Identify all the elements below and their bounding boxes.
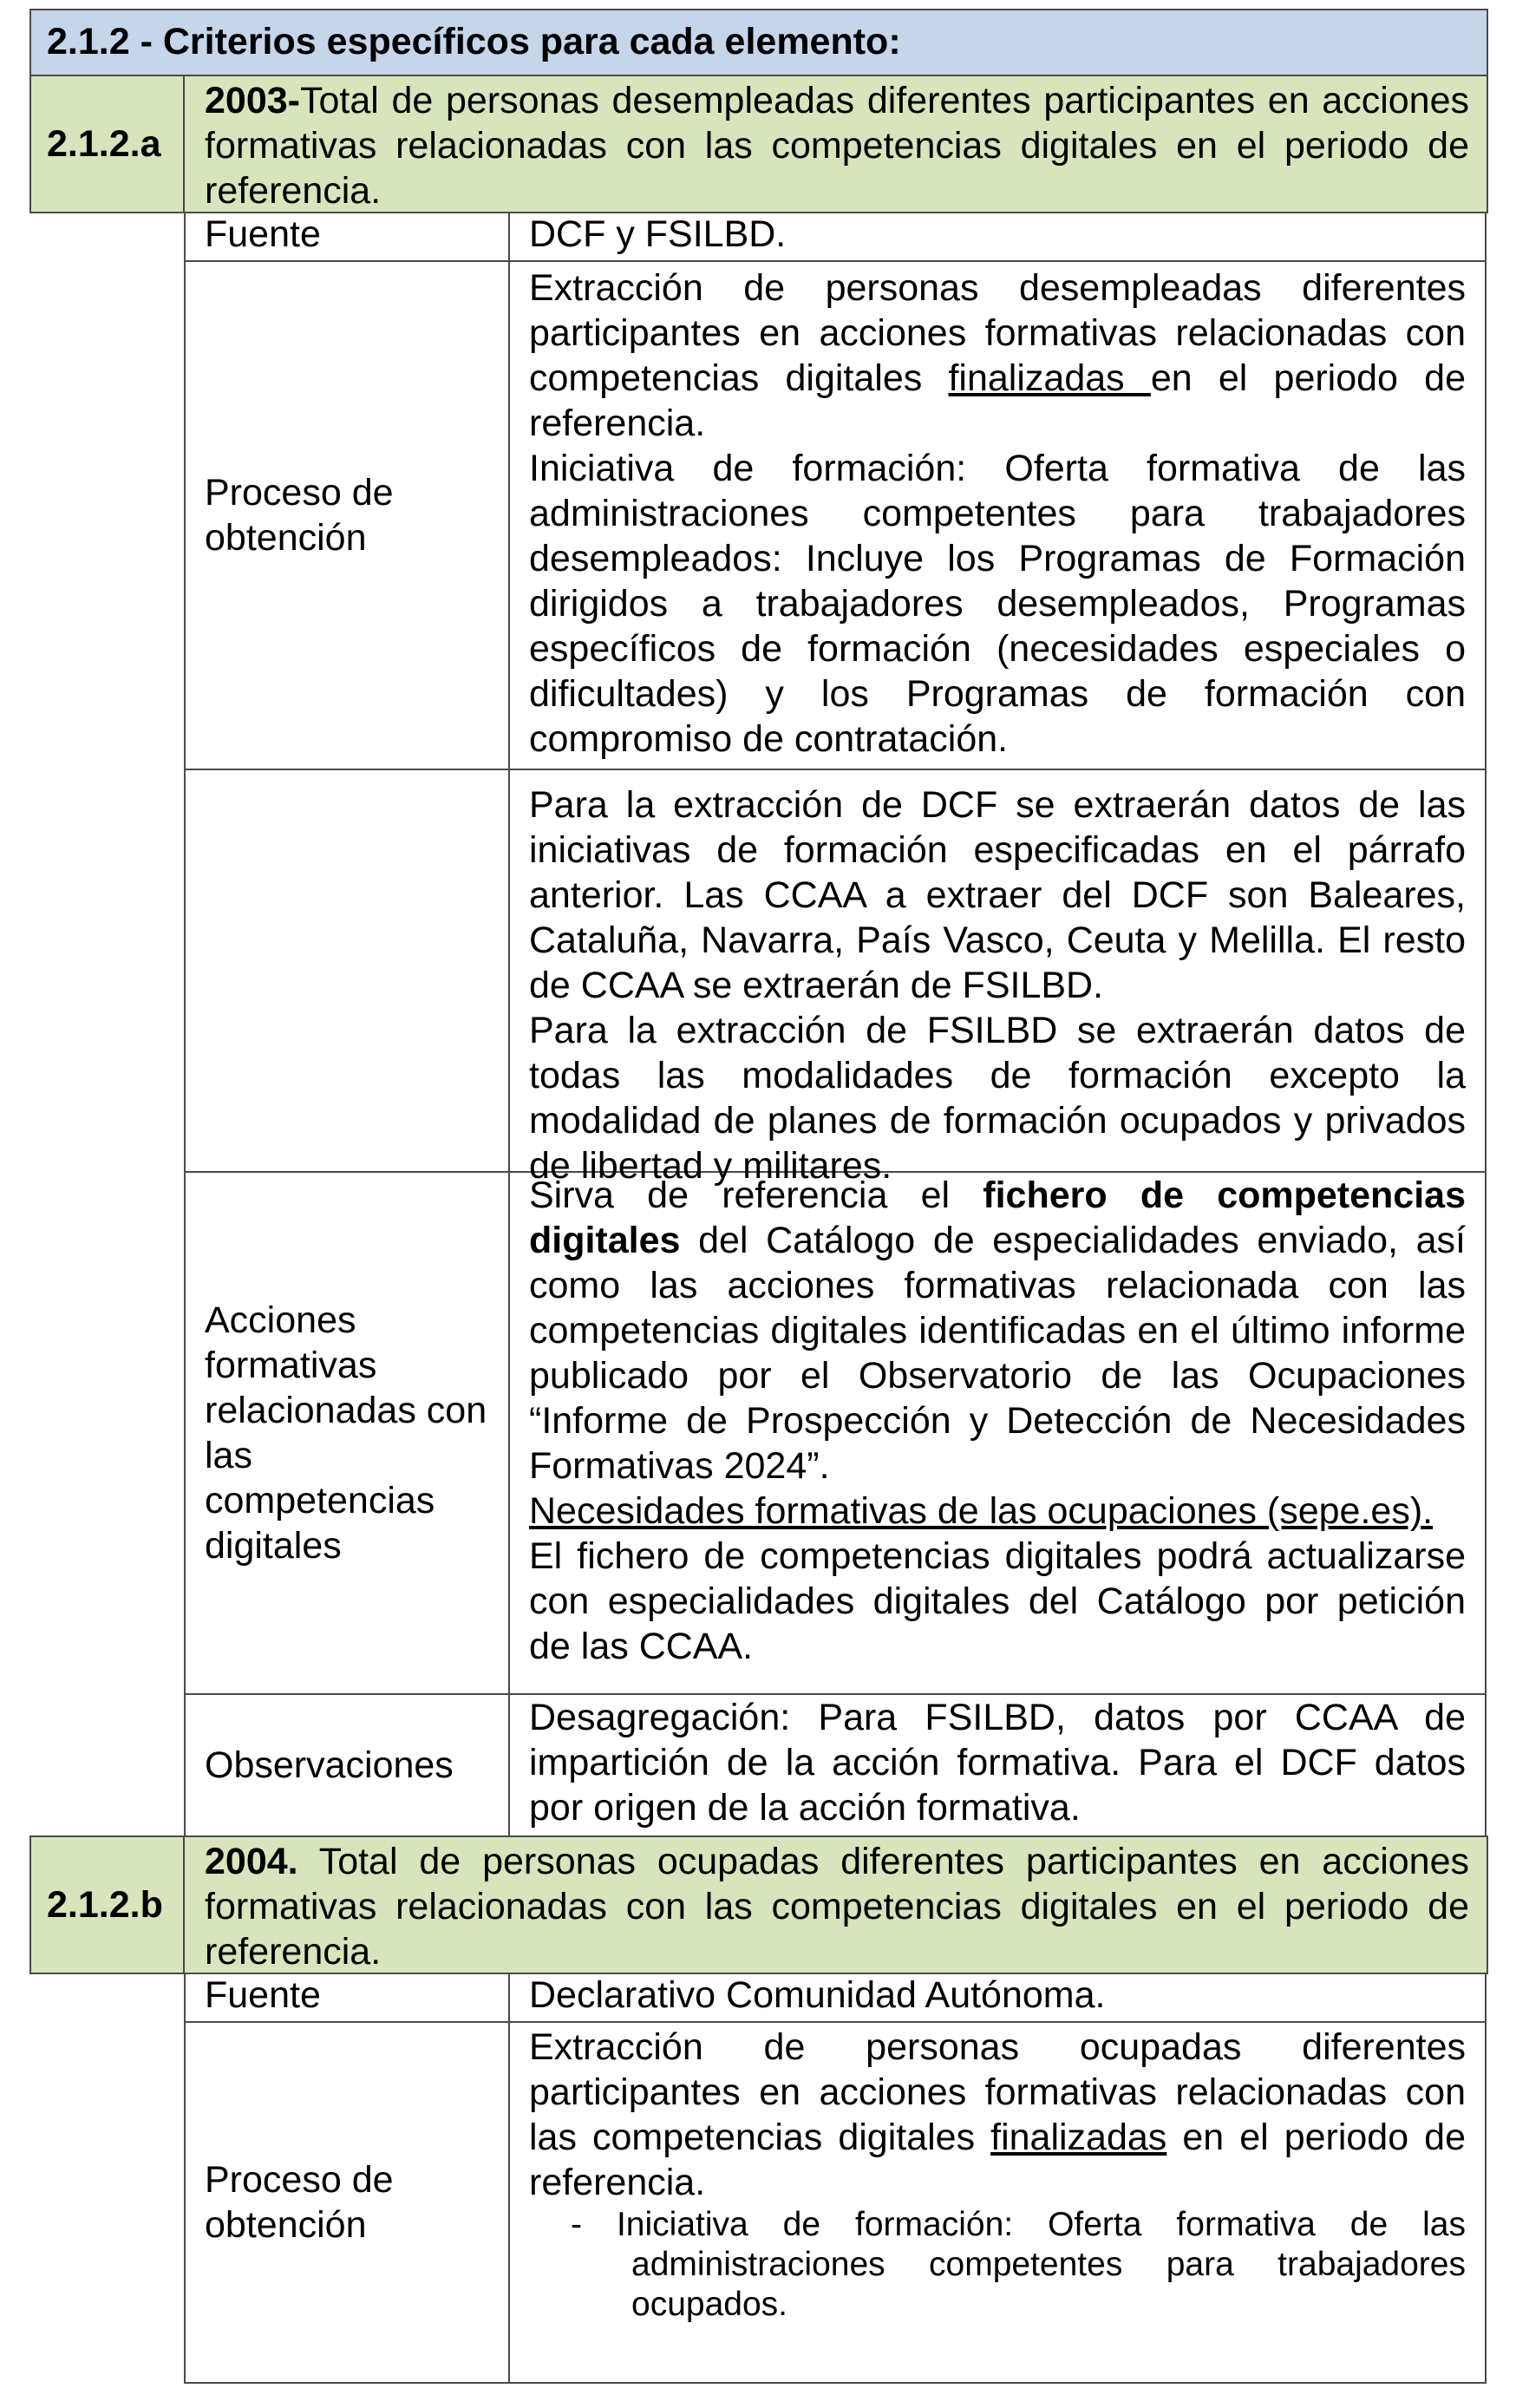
indicator-b-proceso-row <box>184 2023 1487 2384</box>
indicator-b-proceso-p1-underlined: finalizadas <box>990 2117 1167 2158</box>
indicator-a-fuente-label: Fuente <box>186 212 510 260</box>
indicator-b-title-text: Total de personas ocupadas diferentes participantes en acciones formativas relacionadas con las competencias digitales en el periodo de referencia. <box>205 1841 1469 1973</box>
indicator-a-extraccion-p1: Para la extracción de DCF se extraerán datos de las iniciativas de formación especificadas en el párrafo anterior. Las CCAA a extraer del DCF son Baleares, Cataluña, Navarra, País Vasco, Ceuta y Melilla. El resto de CCAA se extraerán de FSILBD. <box>529 784 1466 1006</box>
section-title: 2.1.2 - Criterios específicos para cada elemento: <box>47 21 901 62</box>
indicator-a-header <box>29 75 1488 213</box>
indicator-a-acciones-p1-bold: fichero de competencias digitales <box>529 1175 1466 1261</box>
indicator-a-code: 2.1.2.a <box>31 76 185 212</box>
indicator-b-fuente-row <box>184 1973 1487 2023</box>
indicator-a-observaciones-row <box>184 1695 1487 1837</box>
indicator-a-proceso-row <box>184 262 1487 770</box>
indicator-b-title <box>205 1839 1469 1974</box>
indicator-b-code: 2.1.2.b <box>31 1837 185 1973</box>
indicator-a-fuente-value: DCF y FSILBD. <box>529 213 787 255</box>
indicator-a-extraccion-value <box>529 782 1466 1188</box>
indicator-b-list-item: - Iniciativa de formación: Oferta formativa de las administraciones competentes para trabajadores ocupados. <box>571 2206 1466 2323</box>
indicator-a-proceso-p1-text: Extracción de personas desempleadas diferentes participantes en acciones formativas relacionadas con competencias digitales <box>529 267 1466 399</box>
indicator-b-fuente-value: Declarativo Comunidad Autónoma. <box>529 1974 1106 2016</box>
indicator-a-acciones-row <box>184 1173 1487 1695</box>
indicator-a-fuente-row <box>184 212 1487 262</box>
indicator-a-acciones-link[interactable]: Necesidades formativas de las ocupaciones (sepe.es). <box>529 1490 1434 1532</box>
indicator-a-acciones-p1-text: Sirva de referencia el <box>529 1175 983 1216</box>
indicator-a-extraccion-row <box>184 770 1487 1187</box>
section-header <box>29 9 1488 76</box>
indicator-a-acciones-label: Acciones formativas relacionadas con las competencias digitales <box>186 1173 510 1693</box>
indicator-a-acciones-value <box>529 1173 1466 1669</box>
indicator-a-proceso-p2: Iniciativa de formación: Oferta formativa de las administraciones competentes para trabajadores desempleados: Incluye los Programas de Formación dirigidos a trabajadores desempleados, Programas específicos de formación (necesidades especiales o dificultades) y los Programas de formación con compromiso de contratación. <box>529 448 1466 760</box>
indicator-a-proceso-p1-end: en el periodo de referencia. <box>529 357 1466 444</box>
indicator-a-observaciones-value: Desagregación: Para FSILBD, datos por CCAA de impartición de la acción formativa. Para el DCF datos por origen de la acción formativa. <box>529 1697 1466 1829</box>
indicator-b-proceso-value <box>529 2025 1466 2325</box>
indicator-b-number: 2004. <box>205 1841 298 1882</box>
indicator-a-proceso-p1 <box>529 265 1466 446</box>
indicator-a-acciones-p3: El fichero de competencias digitales podrá actualizarse con especialidades digitales del Catálogo por petición de las CCAA. <box>529 1535 1466 1667</box>
indicator-b-header <box>29 1835 1488 1974</box>
indicator-a-proceso-label: Proceso de obtención <box>186 262 510 769</box>
indicator-a-acciones-p1 <box>529 1173 1466 1489</box>
indicator-b-fuente-label: Fuente <box>186 1973 510 2021</box>
indicator-a-extraccion-label <box>186 770 510 1171</box>
indicator-a-extraccion-p2: Para la extracción de FSILBD se extraerán datos de todas las modalidades de formación excepto la modalidad de planes de formación ocupados y privados de libertad y militares. <box>529 1010 1466 1187</box>
indicator-a-acciones-p1-end: del Catálogo de especialidades enviado, así como las acciones formativas relacionada con las competencias digitales identificadas en el último informe publicado por el Observatorio de las Ocupaciones “Informe de Prospección y Detección de Necesidades Formativas 2024”. <box>529 1220 1466 1487</box>
indicator-a-proceso-p1-underlined: finalizadas <box>948 357 1151 399</box>
indicator-b-proceso-p1-end: en el periodo de referencia. <box>529 2117 1466 2203</box>
indicator-a-number: 2003- <box>205 80 300 121</box>
indicator-b-proceso-label: Proceso de obtención <box>186 2023 510 2382</box>
indicator-a-title-text: Total de personas desempleadas diferentes participantes en acciones formativas relacionadas con las competencias digitales en el periodo de referencia. <box>205 80 1469 212</box>
indicator-a-title <box>205 78 1469 213</box>
indicator-b-proceso-p1-text: Extracción de personas ocupadas diferentes participantes en acciones formativas relacionadas con las competencias digitales <box>529 2026 1466 2158</box>
indicator-a-proceso-value <box>529 265 1466 762</box>
indicator-a-observaciones-label: Observaciones <box>186 1695 510 1835</box>
indicator-b-proceso-p1 <box>529 2025 1466 2205</box>
